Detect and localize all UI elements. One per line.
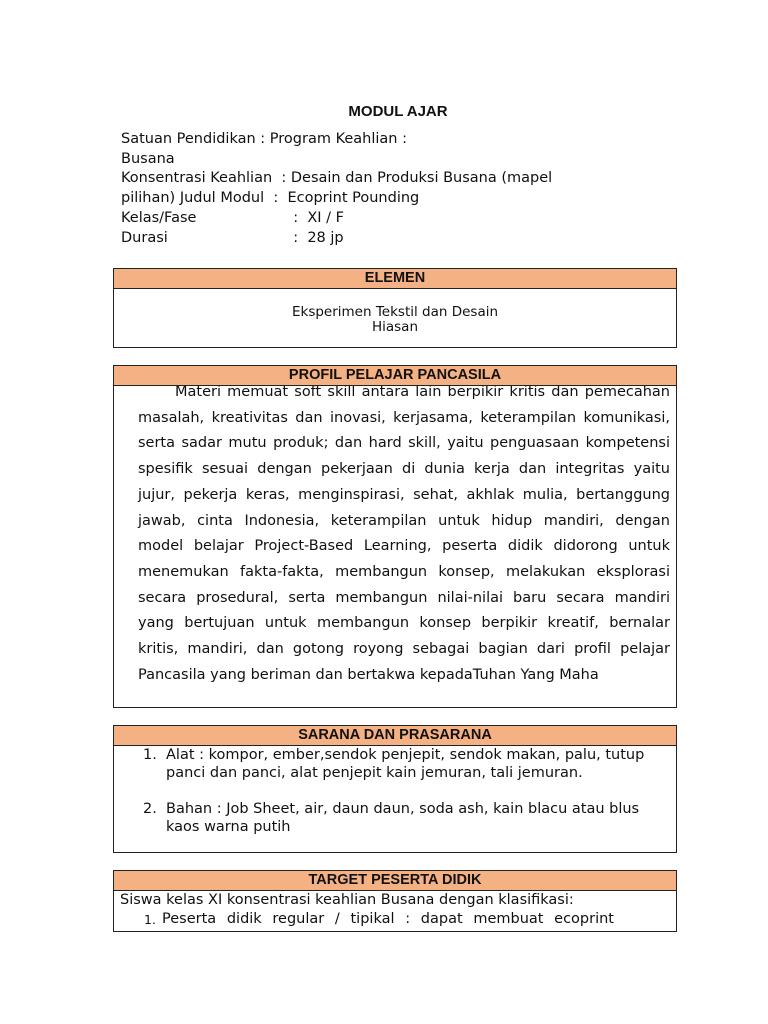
identity-block (121, 130, 601, 248)
list-item (114, 746, 666, 782)
list-number: 2. (143, 801, 157, 817)
elemen-header: ELEMEN (114, 269, 676, 289)
elemen-table (113, 268, 677, 348)
identity-separator: : (284, 229, 308, 246)
sarana-list (114, 746, 676, 836)
identity-separator: : (272, 170, 291, 187)
list-item (114, 910, 676, 927)
identity-label: Busana (121, 150, 175, 167)
identity-row (121, 209, 601, 229)
profil-content (114, 386, 676, 706)
identity-value: Ecoprint Pounding (287, 190, 420, 207)
list-number: 1. (143, 747, 157, 763)
document-title: MODUL AJAR (348, 103, 448, 120)
sarana-header: SARANA DAN PRASARANA (114, 726, 676, 746)
sarana-content (114, 746, 676, 836)
identity-separator: : (284, 209, 308, 226)
identity-row (121, 229, 601, 249)
identity-separator: : (255, 131, 270, 147)
identity-separator: : (264, 190, 288, 207)
sarana-table (113, 725, 677, 853)
elemen-content (114, 289, 676, 335)
identity-row (121, 150, 601, 170)
list-text: Peserta didik regular / tipikal : dapat membuat ecoprint (162, 911, 614, 927)
list-text: Alat : kompor, ember,sendok penjepit, sendok makan, palu, tutup panci dan panci, alat penjepit kain jemuran, tali jemuran. (166, 747, 645, 781)
identity-value: Desain dan Produksi Busana (mapel (290, 170, 553, 187)
target-header: TARGET PESERTA DIDIK (114, 871, 676, 891)
list-number: 1. (144, 912, 156, 927)
elemen-line: Eksperimen Tekstil dan Desain (291, 304, 499, 320)
elemen-line: Hiasan (371, 319, 419, 335)
identity-value: Program Keahlian : (269, 131, 407, 147)
list-item (114, 800, 666, 836)
identity-value: XI / F (307, 209, 344, 226)
profil-paragraph: Materi memuat soft skill antara lain berpikir kritis dan pemecahan masalah, kreativitas dan inovasi, kerjasama, keterampilan komunikasi, serta sadar mutu produk; dan hard skill, yaitu penguasaan kompetensi spesifik sesuai dengan pekerjaan di dunia kerja dan integritas yaitu jujur, pekerja keras, menginspirasi, sehat, akhlak mulia, bertanggung jawab, cinta Indonesia, keterampilan untuk hidup mandiri, dengan model belajar Project-Based Learning, peserta didik didorong untuk menemukan fakta-fakta, membangun konsep, melakukan eksplorasi secara prosedural, serta membangun nilai-nilai baru secara mandiri yang bertujuan untuk membangun konsep berpikir kreatif, bernalar kritis, mandiri, dan gotong royong sebagai bagian dari profil pelajar Pancasila yang beriman dan bertakwa kepadaTuhan Yang Maha (138, 386, 670, 683)
target-intro: Siswa kelas XI konsentrasi keahlian Busana dengan klasifikasi: (120, 892, 574, 908)
identity-row (121, 189, 601, 209)
target-table (113, 870, 677, 932)
list-text: Bahan : Job Sheet, air, daun daun, soda ash, kain blacu atau blus kaos warna putih (166, 801, 640, 835)
profil-table (113, 365, 677, 708)
identity-label: pilihan) Judul Modul (121, 190, 265, 207)
identity-row (121, 130, 601, 150)
profil-header: PROFIL PELAJAR PANCASILA (114, 366, 676, 386)
identity-label: Satuan Pendidikan (121, 131, 256, 147)
identity-value: 28 jp (307, 229, 344, 246)
identity-row (121, 169, 601, 189)
identity-label: Kelas/Fase (121, 209, 197, 226)
target-content (114, 891, 676, 927)
identity-label: Konsentrasi Keahlian (121, 170, 273, 187)
identity-label: Durasi (121, 229, 168, 246)
